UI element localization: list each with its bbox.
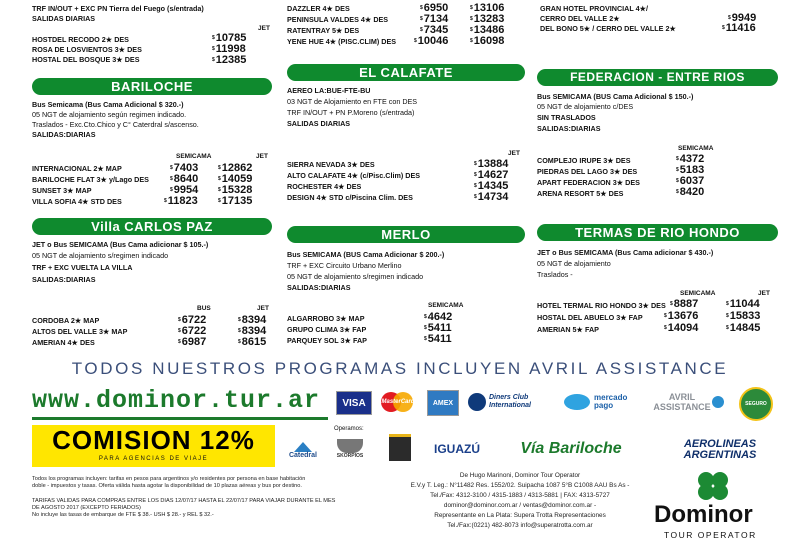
hotel-name: COMPLEJO IRUPE 3★ DES [537,156,631,165]
section-line: Traslados - [537,270,573,279]
company-line: E.V.y T. Leg.: N°11482 Res. 1552/02. Suipacha 1087 5°B C1008 AAU Bs As - [410,482,630,489]
hotel-name: PENINSULA VALDES 4★ DES [287,15,389,24]
mountain-icon [294,442,312,452]
hotel-price: $8394 [238,325,267,337]
hotel-name: DESIGN 4★ STD c/Piscina Clim. DES [287,193,413,202]
hotel-price: $4642 [424,311,453,323]
hotel-price: $7134 [420,13,449,25]
diners-circle-icon [468,393,486,411]
hotel-price: $11044 [726,298,760,310]
col-header: SEMICAMA [428,302,464,309]
section-line: JET o Bus SEMICAMA (Bus Cama adicionar $ 105.-) [32,240,209,249]
clover-icon [688,470,738,502]
fine-print-line: DE AGOSTO 2017 (EXCEPTO FERIADOS) [32,505,141,511]
section-line: TRF + EXC VUELTA LA VILLA [32,263,133,272]
hotel-name: ROSA DE LOSVIENTOS 3★ DES [32,45,142,54]
hotel-price: $7345 [420,24,449,36]
section-banner-federacion: FEDERACION - ENTRE RIOS [537,69,778,86]
mercadopago-logo: mercado pago [564,390,642,414]
hotel-price: $5411 [424,333,452,345]
ship-icon [337,439,363,453]
hotel-name: GRAN HOTEL PROVINCIAL 4★/ [540,4,649,13]
section-line: Bus SEMICAMA (BUS Cama Adicional $ 150.-) [537,92,694,101]
hotel-price: $5183 [676,164,705,176]
company-line: Tel./Fax:(0221) 482-8073 info@superatrotta.com.ar [447,522,593,529]
hotel-price: $6950 [420,2,449,14]
operators-label: Operamos: [334,426,364,432]
section-line: Bus SEMICAMA (BUS Cama Adicionar $ 200.-) [287,250,445,259]
col-header: BUS [197,305,211,312]
hotel-name: HOSTAL DEL BOSQUE 3★ DES [32,55,140,64]
hotel-name: DEL BONO 5★ / CERRO DEL VALLE 2★ [540,24,676,33]
col-header: SEMICAMA [678,145,714,152]
col-header: SEMICAMA [680,290,716,297]
section-line: 03 NGT de Alojamiento en FTE con DES [287,97,418,106]
commission-title: COMISION 12% [52,425,255,455]
hotel-price: $14627 [474,169,509,181]
hotel-price: $5411 [424,322,452,334]
ushuaia-line-2: SALIDAS DIARIAS [32,14,96,23]
website-underline [32,417,328,420]
company-line: Representante en La Plata: Supera Trotta Representaciones [434,512,606,519]
dominor-brand [650,470,775,552]
hotel-name: VILLA SOFIA 4★ STD DES [32,197,122,206]
hotel-name: ARENA RESORT 5★ DES [537,189,624,198]
iguazu-logo: IGUAZÚ [434,442,480,456]
mastercard-logo: MasterCard [377,391,419,413]
section-banner-calafate: EL CALAFATE [287,64,525,81]
hotel-price: $12385 [212,54,247,66]
hotel-name: CERRO DEL VALLE 2★ [540,14,620,23]
hotel-name: AMERIAN 5★ FAP [537,325,599,334]
section-line: 05 NGT de alojamiento s/regimen indicado [287,272,424,281]
section-line: 05 NGT de alojamiento [537,259,611,268]
section-line: SALIDAS DIARIAS [287,119,351,128]
website-link[interactable]: www.dominor.tur.ar [32,386,321,415]
hotel-name: ALGARROBO 3★ MAP [287,314,365,323]
col-header: JET [257,305,269,312]
section-line: JET o Bus SEMICAMA (Bus Cama adicionar $ 430.-) [537,248,714,257]
hotel-price: $10046 [414,35,449,47]
hotel-price: $15328 [218,184,253,196]
hotel-price: $12862 [218,162,253,174]
commission-subtitle: PARA AGENCIAS DE VIAJE [98,456,209,462]
skorpios-logo: SKORPIOS [330,434,370,464]
hotel-price: $11416 [722,22,756,34]
hotel-price: $14734 [474,191,509,203]
hotel-price: $14059 [218,173,253,185]
hotel-name: APART FEDERACION 3★ DES [537,178,640,187]
section-line: 05 NGT de alojamiento c/DES [537,102,634,111]
section-line: SALIDAS:DIARIAS [32,275,96,284]
company-info [395,471,645,531]
hotel-name: INTERNACIONAL 2★ MAP [32,164,122,173]
company-line: dominor@dominor.com.ar / ventas@dominor.com.ar - [443,502,597,509]
diners-logo: Diners Club International [468,391,553,413]
company-line: De Hugo Marinoni, Dominor Tour Operator [459,472,581,479]
hotel-price: $14094 [664,322,699,334]
section-line: 05 NGT de alojamiento s/regimen indicado [32,251,169,260]
hotel-price: $14845 [726,322,761,334]
visa-logo: VISA [336,391,372,415]
hotel-name: HOSTDEL RECODO 2★ DES [32,35,129,44]
hotel-price: $8394 [238,314,267,326]
fine-print-line: No incluye las tasas de embarque de FTE $ 38.- USH $ 28.- y REL $ 32.- [32,512,214,518]
hotel-price: $8887 [670,298,699,310]
hotel-price: $4372 [676,153,705,165]
amex-logo: AMEX [427,390,459,416]
section-line: 05 NGT de alojamiento según regimen indicado. [32,110,187,119]
website-box [32,385,328,421]
hotel-name: SIERRA NEVADA 3★ DES [287,160,375,169]
assistance-banner: TODOS NUESTROS PROGRAMAS INCLUYEN AVRIL ASSISTANCE [71,359,729,378]
fine-print-line: TARIFAS VALIDAS PARA COMPRAS ENTRE LOS DIAS 12/07/17 HASTA EL 22/07/17 PARA VIAJAR DURANTE EL MES [32,498,336,504]
hotel-name: ALTOS DEL VALLE 3★ MAP [32,327,128,336]
hotel-price: $9954 [170,184,199,196]
hotel-price: $7403 [170,162,199,174]
hotel-name: SUNSET 3★ MAP [32,186,92,195]
section-line: SALIDAS:DIARIAS [32,130,96,139]
hotel-price: $10785 [212,32,247,44]
hotel-name: BARILOCHE FLAT 3★ y/Lago DES [32,175,149,184]
hotel-name: PIEDRAS DEL LAGO 3★ DES [537,167,638,176]
hotel-price: $9949 [728,12,757,24]
section-line: SIN TRASLADOS [537,113,596,122]
hotel-price: $6722 [178,325,207,337]
hotel-price: $8615 [238,336,267,348]
hotel-price: $13283 [470,13,505,25]
hotel-price: $13884 [474,158,509,170]
catedral-logo: Catedral [284,437,322,463]
hotel-price: $17135 [218,195,253,207]
hotel-name: CORDOBA 2★ MAP [32,316,100,325]
brand-tagline: TOUR OPERATOR [664,530,757,540]
hotel-name: AMERIAN 4★ DES [32,338,95,347]
section-line: SALIDAS:DIARIAS [287,283,351,292]
seguro-badge: SEGURO [739,387,773,421]
hotel-price: $16098 [470,35,505,47]
jet-header: JET [258,25,270,32]
col-header: JET [758,290,770,297]
avril-logo: AVRIL ASSISTANCE [650,390,726,414]
section-banner-carlos-paz: Villa CARLOS PAZ [32,218,272,235]
hotel-price: $13486 [470,24,505,36]
hotel-price: $13676 [664,310,699,322]
section-line: Bus Semicama (Bus Cama Adicional $ 320.-) [32,100,184,109]
hotel-price: $14345 [474,180,509,192]
hotel-name: DAZZLER 4★ DES [287,4,350,13]
section-line: SALIDAS:DIARIAS [537,124,601,133]
company-line: Tel./Fax: 4312-3100 / 4315-1883 / 4313-5881 | FAX: 4313-5727 [430,492,610,499]
col-header: JET [256,153,268,160]
fine-print-line: Todos los programas incluyen: tarifas en pesos para argentinos y/o residentes por persona en base habitación [32,476,306,482]
section-banner-merlo: MERLO [287,226,525,243]
hotel-name: ROCHESTER 4★ DES [287,182,362,191]
hotel-name: GRUPO CLIMA 3★ FAP [287,325,367,334]
hotel-name: PARQUEY SOL 3★ FAP [287,336,367,345]
section-line: TRF IN/OUT + PN P.Moreno (s/entrada) [287,108,415,117]
aerolineas-logo: AEROLINEAS ARGENTINAS [683,438,757,461]
house-logo [384,432,416,462]
hotel-price: $8640 [170,173,199,185]
handshake-icon [564,394,590,410]
globe-icon [712,396,724,408]
hotel-price: $11823 [164,195,198,207]
col-header: JET [508,150,520,157]
hotel-price: $11998 [212,43,246,55]
ushuaia-line-1: TRF IN/OUT + EXC PN Tierra del Fuego (s/entrada) [32,4,204,13]
fine-print [32,476,362,519]
fine-print-line: doble - impuestos y tasas. Oferta válida hasta agotar la disponibilidad de 10 plazas aéreas y bus por destino. [32,483,302,489]
house-icon [389,434,411,461]
section-line: TRF + EXC Circuito Urbano Merlino [287,261,402,270]
section-banner-bariloche: BARILOCHE [32,78,272,95]
hotel-price: $15833 [726,310,761,322]
hotel-price: $6037 [676,175,705,187]
hotel-price: $13106 [470,2,505,14]
commission-box [32,425,275,467]
hotel-name: HOTEL TERMAL RIO HONDO 3★ DES [537,301,666,310]
hotel-name: ALTO CALAFATE 4★ (c/Pisc.Clim) DES [287,171,421,180]
col-header: SEMICAMA [176,153,212,160]
brand-name: Dominor [654,501,753,528]
hotel-name: RATENTRAY 5★ DES [287,26,360,35]
section-line: Traslados - Exc.Cto.Chico y C° Caterdral s/ascenso. [32,120,199,129]
hotel-name: YENE HUE 4★ (PISC.CLIM) DES [287,37,397,46]
section-banner-rio-hondo: TERMAS DE RIO HONDO [537,224,778,241]
section-line: AEREO LA:BUE-FTE-BU [287,86,371,95]
hotel-price: $8420 [676,186,705,198]
hotel-price: $6722 [178,314,207,326]
via-bariloche-logo: Vía Bariloche [520,440,622,457]
hotel-price: $6987 [178,336,207,348]
hotel-name: HOSTAL DEL ABUELO 3★ FAP [537,313,643,322]
